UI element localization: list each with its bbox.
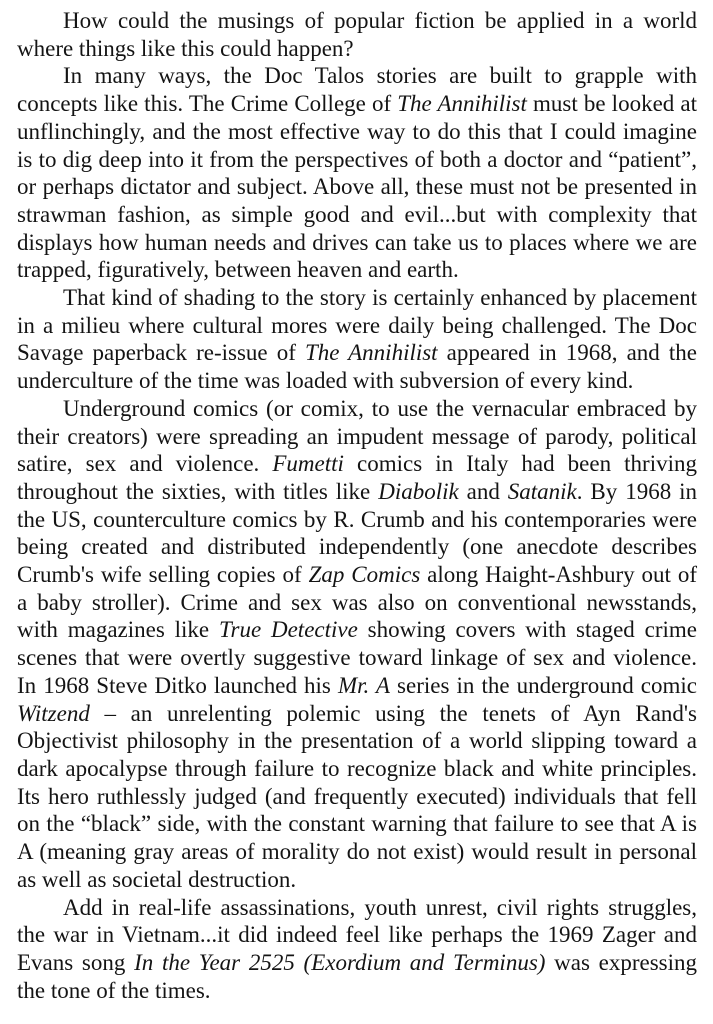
text-run: along Haight-Ashbury out of a baby stroller). Crime and sex was also on conventional newsstands, with magazines like (17, 562, 697, 643)
text-run: was expressing the tone of the times. (17, 949, 697, 1003)
italic-text-run: Satanik (507, 478, 577, 504)
text-run: . By 1968 in the US, counterculture comics by R. Crumb and his contemporaries were being created and distributed independently (one anecdote describes Crumb's wife selling copies of (17, 478, 698, 588)
text-run: appeared in 1968, and the underculture of the time was loaded with subversion of every kind. (17, 340, 697, 394)
italic-text-run: The Annihilist (304, 340, 438, 366)
text-run: must be looked at unflinchingly, and the most effective way to do this that I could imagine is to dig deep into it from the perspectives of both a doctor and “patient”, or perhaps dictator and subject. Above all, these must not be presented in strawman fashion, as simple good and evil...but with complexity that displays how human needs and drives can take us to places where we are trapped, figuratively, between heaven and earth. (17, 91, 697, 283)
text-run: Underground comics (or comix, to use the vernacular embraced by their creators) were spreading an impudent message of parody, political satire, sex and violence. (17, 395, 697, 477)
italic-text-run: Mr. A (337, 672, 390, 698)
italic-text-run: True Detective (218, 617, 358, 643)
text-run: Add in real-life assassinations, youth unrest, civil rights struggles, the war in Vietnam...it did indeed feel like perhaps the 1969 Zager and Evans song (17, 894, 697, 975)
italic-text-run: Diabolik (378, 478, 459, 504)
text-run: series in the underground comic (389, 672, 697, 698)
paragraph (17, 7, 697, 62)
paragraph (17, 284, 697, 395)
text-run: That kind of shading to the story is certainly enhanced by placement in a milieu where cultural mores were daily being challenged. The Doc Savage paperback re-issue of (17, 285, 697, 366)
paragraph (17, 62, 697, 284)
text-run: and (458, 478, 508, 504)
paragraph (17, 894, 697, 1005)
italic-text-run: Zap Comics (308, 562, 421, 588)
text-run: In many ways, the Doc Talos stories are built to grapple with concepts like this. The Crime College of (17, 63, 697, 117)
paragraph (17, 395, 697, 894)
text-run: comics in Italy had been thriving throughout the sixties, with titles like (17, 451, 697, 504)
text-run: showing covers with staged crime scenes that were overtly suggestive toward linkage of sex and violence. In 1968 Steve Ditko launched his (17, 617, 697, 698)
text-run: How could the musings of popular fiction be applied in a world where things like this could happen? (17, 8, 697, 61)
text-run: – an unrelenting polemic using the tenets of Ayn Rand's Objectivist philosophy in the presentation of a world slipping toward a dark apocalypse through failure to recognize black and white principles. Its hero ruthlessly judged (and frequently executed) individuals that fell on the “black” side, with the constant warning that failure to see that A is A (meaning gray areas of morality do not exist) would result in personal as well as societal destruction. (17, 700, 697, 892)
italic-text-run: In the Year 2525 (Exordium and Terminus) (134, 949, 546, 975)
italic-text-run: The Annihilist (397, 91, 527, 117)
italic-text-run: Fumetti (272, 451, 344, 477)
italic-text-run: Witzend (17, 700, 90, 726)
page-text (17, 7, 697, 1004)
